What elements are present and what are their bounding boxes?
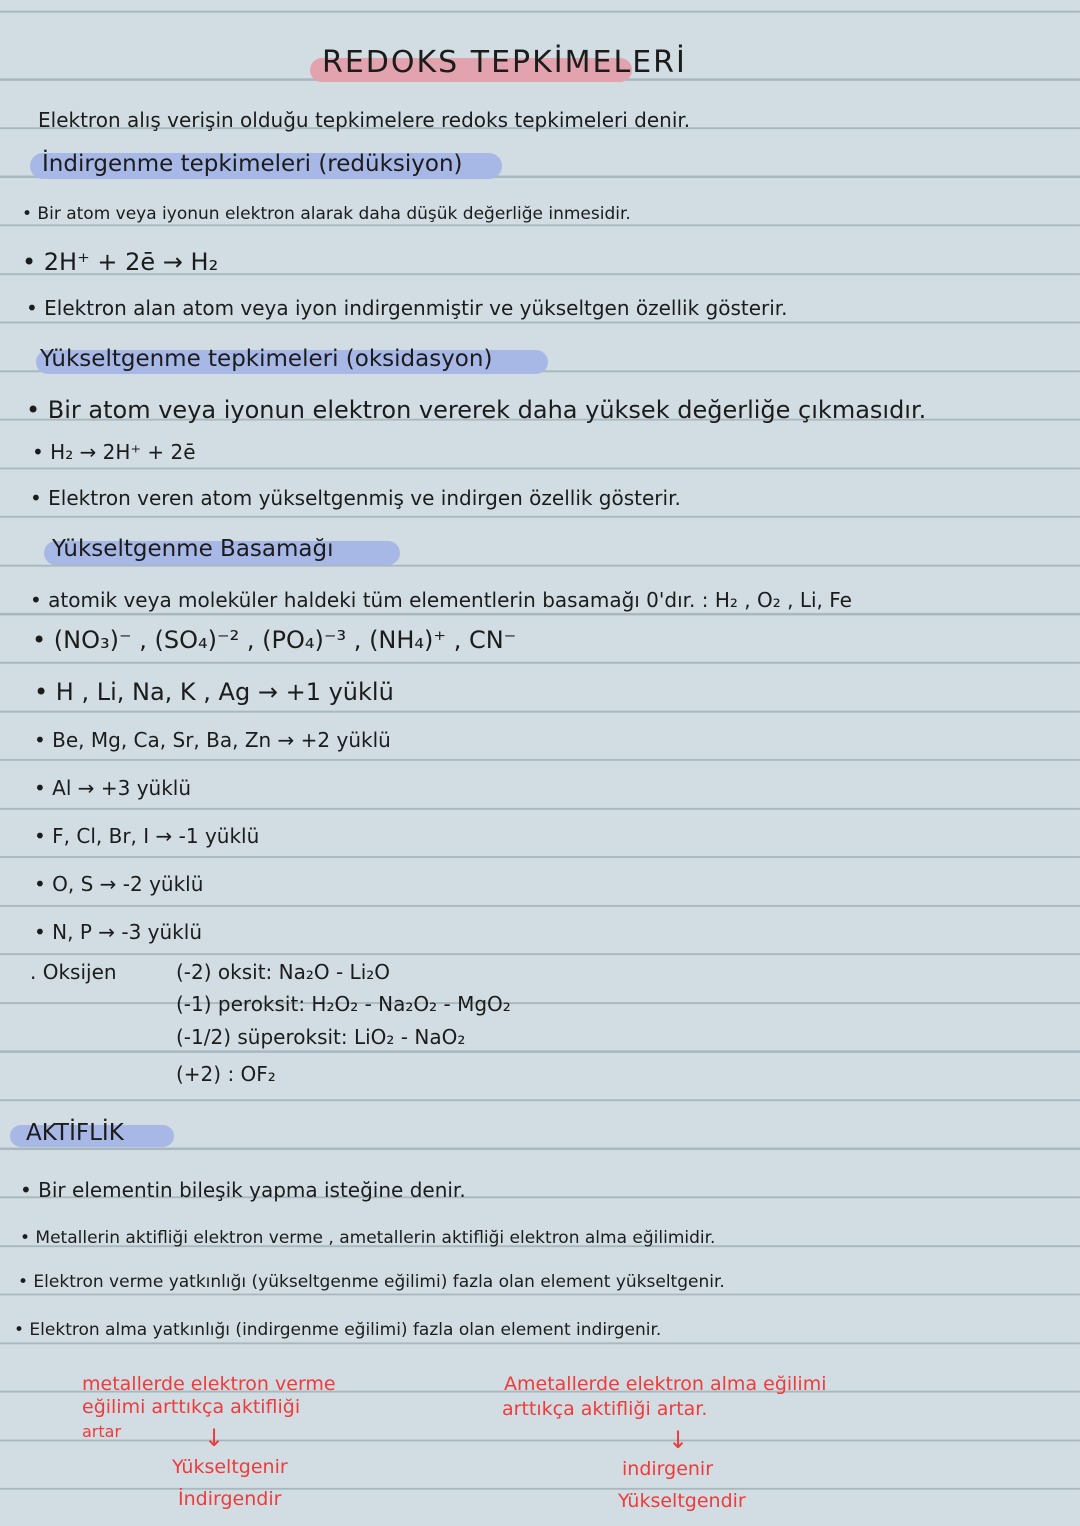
activity-line: • Bir elementin bileşik yapma isteğine denir. <box>20 1178 466 1202</box>
right-result: indirgenir <box>622 1458 714 1480</box>
oxidation-equation: • H₂ → 2H⁺ + 2ē <box>32 440 196 464</box>
oxidation-state-line: • Be, Mg, Ca, Sr, Ba, Zn → +2 yüklü <box>34 728 391 752</box>
reduction-equation: • 2H⁺ + 2ē → H₂ <box>22 248 219 276</box>
left-note: artar <box>82 1422 122 1441</box>
reduction-heading: İndirgenme tepkimeleri (redüksiyon) <box>42 151 463 177</box>
page-title: REDOKS TEPKİMELERİ <box>322 45 687 80</box>
activity-line: • Elektron alma yatkınlığı (indirgenme eğilimi) fazla olan element indirgenir. <box>14 1320 662 1340</box>
oxygen-line: (-1/2) süperoksit: LiO₂ - NaO₂ <box>176 1025 466 1049</box>
oxidation-state-heading: Yükseltgenme Basamağı <box>52 536 334 562</box>
activity-line: • Metallerin aktifliği elektron verme , ametallerin aktifliği elektron alma eğilimidir. <box>20 1228 716 1248</box>
oxidation-heading: Yükseltgenme tepkimeleri (oksidasyon) <box>40 346 493 372</box>
oxidation-state-line: • N, P → -3 yüklü <box>34 920 202 944</box>
reduction-line: • Bir atom veya iyonun elektron alarak daha düşük değerliğe inmesidir. <box>22 204 631 224</box>
oxygen-line: (-2) oksit: Na₂O - Li₂O <box>176 960 391 984</box>
oxygen-line: (+2) : OF₂ <box>176 1062 276 1086</box>
left-note: eğilimi arttıkça aktifliği <box>82 1396 301 1418</box>
oxidation-state-line: • (NO₃)⁻ , (SO₄)⁻² , (PO₄)⁻³ , (NH₄)⁺ , CN⁻ <box>32 626 517 654</box>
reduction-line: • Elektron alan atom veya iyon indirgenmiştir ve yükseltgen özellik gösterir. <box>26 296 788 320</box>
arrow-down-icon: ↓ <box>204 1424 225 1452</box>
oxidation-state-line: • Al → +3 yüklü <box>34 776 192 800</box>
right-note: Ametallerde elektron alma eğilimi <box>504 1373 827 1395</box>
oxidation-state-line: • O, S → -2 yüklü <box>34 872 204 896</box>
arrow-down-icon: ↓ <box>668 1426 689 1454</box>
right-result: Yükseltgendir <box>618 1490 746 1512</box>
activity-heading: AKTİFLİK <box>26 1120 124 1146</box>
oxidation-line: • Elektron veren atom yükseltgenmiş ve indirgen özellik gösterir. <box>30 486 681 510</box>
activity-line: • Elektron verme yatkınlığı (yükseltgenme eğilimi) fazla olan element yükseltgenir. <box>18 1272 725 1292</box>
left-result: Yükseltgenir <box>172 1456 288 1478</box>
oxidation-state-line: • atomik veya moleküler haldeki tüm elementlerin basamağı 0'dır. : H₂ , O₂ , Li, Fe <box>30 588 852 612</box>
right-note: arttıkça aktifliği artar. <box>502 1398 708 1420</box>
left-result: İndirgendir <box>178 1488 282 1510</box>
oxidation-state-line: • F, Cl, Br, I → -1 yüklü <box>34 824 260 848</box>
intro-text: Elektron alış verişin olduğu tepkimelere redoks tepkimeleri denir. <box>38 108 691 132</box>
oxidation-state-line: • H , Li, Na, K , Ag → +1 yüklü <box>34 678 394 706</box>
left-note: metallerde elektron verme <box>82 1373 336 1395</box>
oxygen-label: . Oksijen <box>30 960 117 984</box>
oxygen-line: (-1) peroksit: H₂O₂ - Na₂O₂ - MgO₂ <box>176 992 511 1016</box>
oxidation-line: • Bir atom veya iyonun elektron vererek daha yüksek değerliğe çıkmasıdır. <box>26 396 927 424</box>
